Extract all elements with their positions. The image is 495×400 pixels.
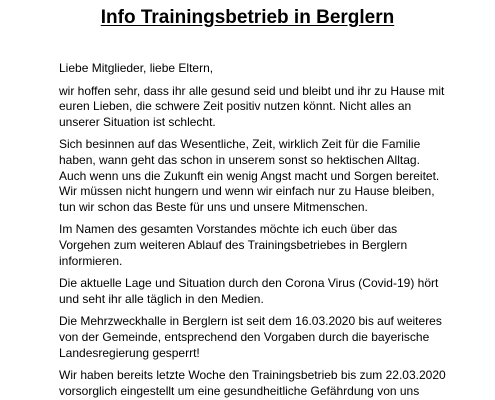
text-line: haben, wann geht das schon in unserem sonst so hektischen Alltag. [59, 152, 420, 167]
document-title: Info Trainingsbetrieb in Berglern [100, 7, 395, 28]
document-body [59, 61, 489, 400]
text-line: vorsorglich eingestellt um eine gesundheitliche Gefährdung von uns [59, 383, 420, 398]
text-line: Wir haben bereits letzte Woche den Trainingsbetrieb bis zum 22.03.2020 [59, 368, 446, 383]
text-line: Landesregierung gesperrt! [59, 345, 200, 360]
text-line: tun wir schon das Beste für uns und unsere Mitmenschen. [59, 199, 368, 214]
text-line: Im Namen des gesamten Vorstandes möchte ich euch über das [59, 222, 398, 237]
text-line: Auch wenn uns die Zukunft ein wenig Angst macht und Sorgen bereitet. [59, 168, 440, 183]
text-line: Vorgehen zum weiteren Ablauf des Trainingsbetriebes in Berglern [59, 237, 408, 252]
paragraph [59, 61, 489, 77]
text-line: unserer Situation ist schlecht. [59, 114, 216, 129]
text-line: Die aktuelle Lage und Situation durch den Corona Virus (Covid-19) hört [59, 276, 439, 291]
text-line: informieren. [59, 253, 123, 268]
paragraph [59, 276, 489, 307]
paragraph [59, 368, 489, 399]
paragraph [59, 137, 489, 215]
text-line: Sich besinnen auf das Wesentliche, Zeit, wirklich Zeit für die Familie [59, 137, 421, 152]
text-line: und seht ihr alle täglich in den Medien. [59, 291, 264, 306]
text-line: von der Gemeinde, entsprechend den Vorgaben durch die bayerische [59, 329, 430, 344]
paragraph [59, 84, 489, 131]
text-line: Wir müssen nicht hungern und wenn wir einfach nur zu Hause bleiben, [59, 184, 435, 199]
paragraph [59, 222, 489, 269]
text-line: wir hoffen sehr, dass ihr alle gesund seid und bleibt und ihr zu Hause mit [59, 83, 445, 98]
text-line: euren Lieben, die schwere Zeit positiv nutzen könnt. Nicht alles an [59, 99, 412, 114]
text-line: Liebe Mitglieder, liebe Eltern, [59, 61, 214, 75]
paragraph [59, 314, 489, 361]
text-line: Die Mehrzweckhalle in Berglern ist seit dem 16.03.2020 bis auf weiteres [59, 314, 442, 329]
